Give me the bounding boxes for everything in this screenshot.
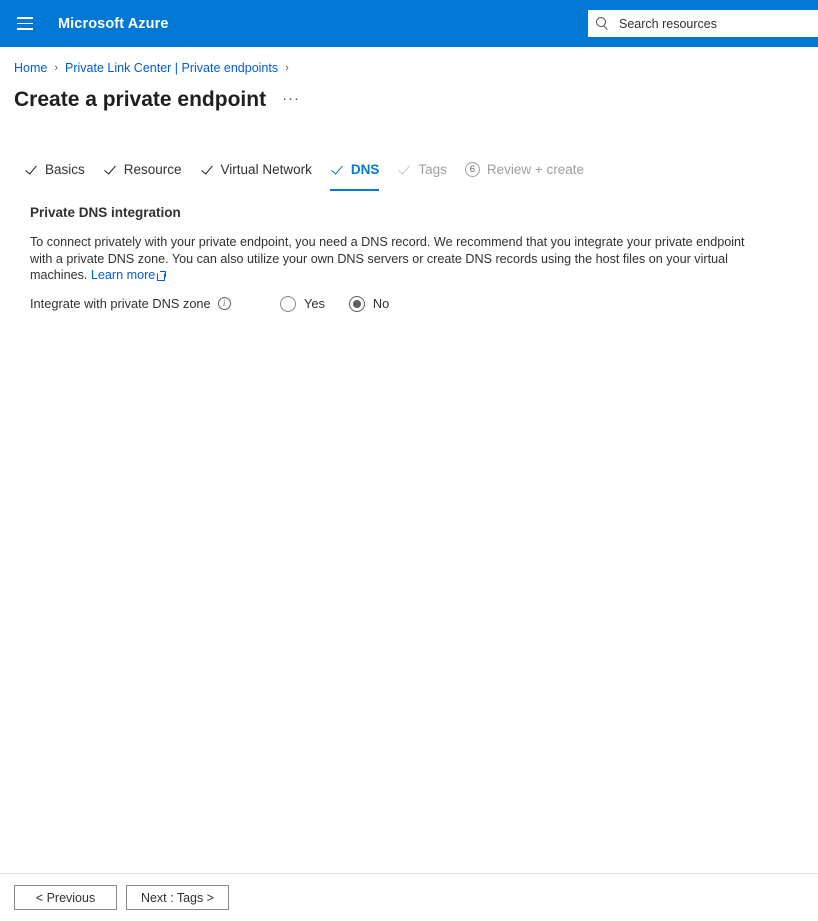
private-dns-zone-label: Integrate with private DNS zone	[30, 296, 211, 311]
top-navigation-bar	[0, 0, 818, 47]
private-dns-zone-radio-group	[280, 296, 389, 312]
tab-resource-label: Resource	[123, 162, 182, 177]
radio-no-label: No	[372, 296, 390, 311]
check-icon	[397, 163, 411, 177]
azure-brand-label[interactable]: Microsoft Azure	[58, 15, 169, 32]
breadcrumb-separator-icon-2: ›	[285, 62, 289, 74]
step-number-badge: 6	[465, 162, 480, 177]
tab-basics[interactable]	[18, 157, 97, 191]
section-description	[30, 234, 765, 284]
radio-option-yes[interactable]	[280, 296, 325, 312]
info-icon[interactable]: i	[218, 297, 231, 310]
page-title: Create a private endpoint	[14, 88, 267, 111]
search-input[interactable]	[617, 16, 810, 32]
tab-tags-label: Tags	[418, 162, 447, 177]
section-title: Private DNS integration	[30, 205, 181, 220]
description-text: To connect privately with your private endpoint, you need a DNS record. We recommend that you integrate your private endpoint with a private DNS zone. You can also utilize your own DNS servers or create DNS records using the host files on your virtual machines.	[30, 235, 745, 282]
more-options-icon[interactable]: ···	[282, 90, 301, 107]
radio-yes-label: Yes	[304, 296, 325, 311]
check-icon	[24, 163, 38, 177]
tab-virtual-network[interactable]	[194, 157, 324, 191]
private-dns-zone-label-group	[30, 296, 280, 311]
wizard-tabs	[0, 157, 818, 191]
breadcrumb-separator-icon: ›	[54, 62, 59, 74]
wizard-footer	[0, 873, 818, 921]
tab-tags[interactable]	[391, 157, 459, 191]
check-icon	[103, 163, 117, 177]
tab-dns-label: DNS	[350, 162, 380, 177]
private-dns-zone-field-row	[30, 296, 818, 312]
tab-resource[interactable]	[97, 157, 194, 191]
main-content	[0, 191, 818, 312]
check-icon	[330, 163, 344, 177]
previous-button[interactable]: < Previous	[14, 885, 117, 910]
breadcrumb-item-private-link-center[interactable]: Private Link Center | Private endpoints	[65, 61, 279, 75]
breadcrumb	[0, 47, 818, 75]
radio-yes-indicator[interactable]	[280, 296, 296, 312]
external-link-icon	[157, 271, 166, 280]
global-search-box[interactable]	[588, 10, 818, 37]
tab-basics-label: Basics	[45, 162, 85, 177]
radio-no-indicator[interactable]	[349, 296, 365, 312]
tab-review-create[interactable]	[459, 157, 596, 191]
check-icon	[200, 163, 214, 177]
radio-option-no[interactable]	[349, 296, 389, 312]
hamburger-icon[interactable]	[8, 7, 42, 41]
learn-more-link[interactable]: Learn more	[90, 268, 156, 282]
tab-dns[interactable]	[324, 157, 392, 191]
tab-review-create-label: Review + create	[486, 162, 585, 177]
tab-virtual-network-label: Virtual Network	[220, 162, 312, 177]
page-title-row	[0, 75, 818, 112]
breadcrumb-item-home[interactable]: Home	[14, 61, 48, 75]
search-icon	[596, 17, 609, 30]
next-button[interactable]: Next : Tags >	[126, 885, 229, 910]
